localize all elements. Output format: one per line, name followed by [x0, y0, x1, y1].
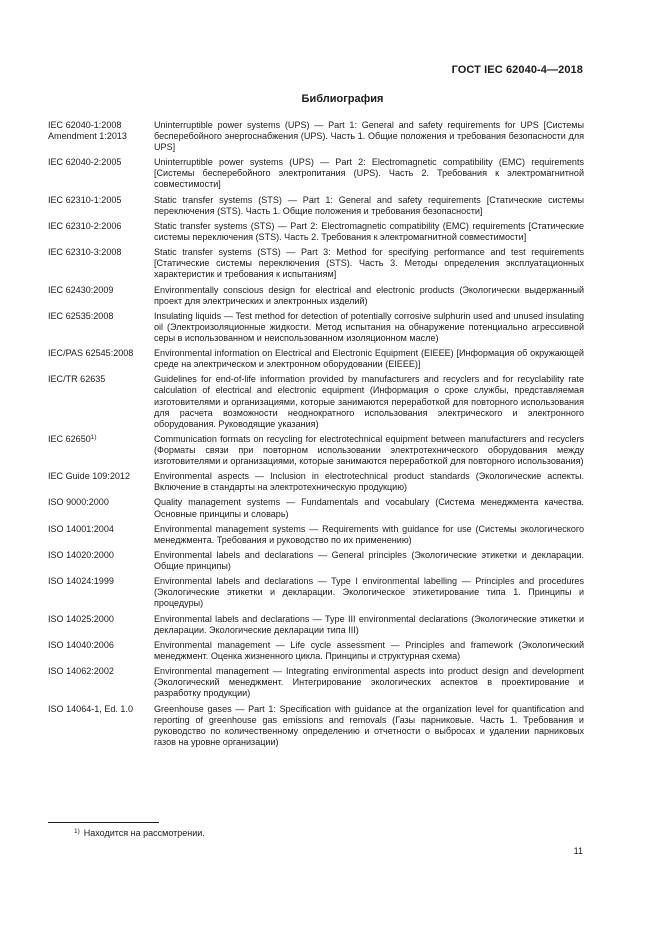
bibliography-entry — [48, 120, 584, 153]
entry-code — [48, 614, 154, 636]
bibliography-entry — [48, 434, 584, 467]
entry-title: Environmental information on Electrical and Electronic Equipment (EIEEE) [Информация об окружающей среде на электрическом и электронном оборудовании (EIEEE)] — [154, 348, 584, 370]
entry-code-text: ISO 14040:2006 — [48, 639, 114, 650]
entry-title: Environmental labels and declarations — General principles (Экологические этикетки и декларации. Общие принципы) — [154, 550, 584, 572]
entry-title: Uninterruptible power systems (UPS) — Part 2: Electromagnetic compatibility (EMC) requirements [Системы бесперебойного электропитания (UPS). Часть 2. Требования к электромагнитной совместимости] — [154, 157, 584, 190]
bibliography-entry — [48, 247, 584, 280]
bibliography-entry — [48, 666, 584, 699]
entry-code — [48, 471, 154, 493]
footnote-divider — [48, 822, 159, 823]
bibliography-entry — [48, 311, 584, 344]
bibliography-entry — [48, 704, 584, 748]
entry-code — [48, 348, 154, 370]
entry-code-text: IEC 62040-1:2008 Amendment 1:2013 — [48, 120, 127, 142]
entry-code — [48, 157, 154, 190]
entry-code — [48, 120, 154, 153]
bibliography-entry — [48, 614, 584, 636]
entry-code — [48, 247, 154, 280]
entry-code-text: IEC 62430:2009 — [48, 284, 114, 295]
bibliography-entry — [48, 285, 584, 307]
entry-title: Environmental labels and declarations — Type I environmental labelling — Principles and procedures (Экологические этикетки и декларации. Экологическое этикетирование типа 1. Принципы и процедуры) — [154, 576, 584, 609]
page-title: Библиография — [301, 93, 384, 105]
entry-title: Communication formats on recycling for electrotechnical equipment between manufacturers and recyclers (Форматы связи при повторном использовании электротехнического оборудования между изготовителями и организациями, которые занимаются переработкой для повторного использования) — [154, 433, 584, 466]
entry-code — [48, 704, 154, 748]
entry-code — [48, 195, 154, 217]
entry-code — [48, 434, 154, 467]
entry-title: Environmental management — Life cycle assessment — Principles and framework (Экологический менеджмент. Оценка жизненного цикла. Принципы и структурная схема) — [154, 639, 584, 661]
entry-code-text: ISO 14025:2000 — [48, 613, 114, 624]
entry-title: Guidelines for end-of-life information provided by manufacturers and recyclers and for recyclability rate calculation of electrical and electronic equipment (Информация о сроке службы, представляемая изготовителями и организациями, которые занимаются переработкой для повторного использования для расчета возможности неоднократного использования электрического и электронного оборудования. Руководящие указания) — [154, 374, 584, 429]
bibliography-list — [48, 120, 584, 752]
entry-code-text: IEC 62650 — [48, 433, 91, 444]
entry-code — [48, 576, 154, 609]
bibliography-entry — [48, 471, 584, 493]
entry-code-text: IEC 62310-3:2008 — [48, 247, 122, 258]
entry-code-text: IEC 62040-2:2005 — [48, 157, 122, 168]
entry-title: Static transfer systems (STS) — Part 3: Method for specifying performance and test requirements [Статические системы переключения (STS). Часть 3. Методы определения эксплуатационных характеристик и требования к испытаниям] — [154, 247, 584, 280]
entry-title: Environmental management — Integrating environmental aspects into product design and development (Экологический менеджмент. Интегрирование экологических аспектов в проектирование и разработку продукции) — [154, 666, 584, 699]
entry-code-text: IEC 62535:2008 — [48, 310, 114, 321]
entry-code — [48, 666, 154, 699]
entry-code-text: ISO 14020:2000 — [48, 550, 114, 561]
entry-code — [48, 285, 154, 307]
bibliography-entry — [48, 524, 584, 546]
entry-title: Environmental aspects — Inclusion in electrotechnical product standards (Экологические аспекты. Включение в стандарты на электротехническую продукцию) — [154, 471, 584, 493]
entry-title: Insulating liquids — Test method for detection of potentially corrosive sulphurin used and unused insulating oil (Электроизоляционные жидкости. Метод испытания на обнаружение потенциально агрессивной серы в использованном и неиспользованном изоляционном масле) — [154, 310, 584, 343]
page-number: 11 — [573, 846, 583, 856]
entry-title: Quality management systems — Fundamentals and vocabulary (Система менеджмента качества. Основные принципы и словарь) — [154, 497, 584, 519]
entry-title: Environmentally conscious design for electrical and electronic products (Экологически выдержанный проект для электрических и электронных изделий) — [154, 284, 584, 306]
entry-title: Environmental labels and declarations — Type III environmental declarations (Экологические этикетки и декларации. Экологические декларации типа III) — [154, 613, 584, 635]
entry-code — [48, 640, 154, 662]
bibliography-entry — [48, 157, 584, 190]
entry-code — [48, 311, 154, 344]
bibliography-entry — [48, 576, 584, 609]
footnote-reference: 1) — [90, 433, 97, 441]
entry-code — [48, 524, 154, 546]
entry-title: Static transfer systems (STS) — Part 1: General and safety requirements [Статические системы переключения (STS). Часть 1. Общие положения и требования безопасности] — [154, 194, 584, 216]
entry-code-text: ISO 9000:2000 — [48, 497, 109, 508]
entry-code-text: IEC Guide 109:2012 — [48, 471, 130, 482]
bibliography-entry — [48, 374, 584, 429]
footnote-marker: 1) — [74, 828, 80, 835]
entry-code-text: IEC 62310-1:2005 — [48, 194, 122, 205]
bibliography-entry — [48, 550, 584, 572]
standard-id-header: ГОСТ IEC 62040-4—2018 — [451, 64, 583, 76]
entry-code — [48, 550, 154, 572]
bibliography-entry — [48, 348, 584, 370]
entry-title: Static transfer systems (STS) — Part 2: Electromagnetic compatibility (EMC) requirements [Статические системы переключения (STS). Часть 2. Требования к электромагнитной совместимости] — [154, 220, 584, 242]
entry-code-text: ISO 14024:1999 — [48, 576, 114, 587]
entry-code-text: ISO 14001:2004 — [48, 523, 114, 534]
entry-code-text: ISO 14064-1, Ed. 1.0 — [48, 703, 133, 714]
bibliography-entry — [48, 640, 584, 662]
bibliography-entry — [48, 221, 584, 243]
entry-code-text: ISO 14062:2002 — [48, 666, 114, 677]
bibliography-entry — [48, 497, 584, 519]
entry-code — [48, 221, 154, 243]
footnote — [74, 828, 205, 838]
entry-code — [48, 497, 154, 519]
entry-title: Greenhouse gases — Part 1: Specification with guidance at the organization level for quantification and reporting of greenhouse gas emissions and removals (Газы парниковые. Часть 1. Требования и руководство по количественному определению и отчетности о выбросах и удалении парниковых газов на уровне организации) — [154, 703, 584, 747]
entry-title: Environmental management systems — Requirements with guidance for use (Системы экологического менеджмента. Требования и руководство по их применению) — [154, 523, 584, 545]
entry-title: Uninterruptible power systems (UPS) — Part 1: General and safety requirements for UPS [Системы бесперебойного энергоснабжения (UPS). Часть 1. Общие положения и требования безопасности для UPS] — [154, 120, 584, 153]
footnote-text: Находится на рассмотрении. — [83, 828, 205, 838]
entry-code-text: IEC 62310-2:2006 — [48, 220, 122, 231]
bibliography-entry — [48, 195, 584, 217]
entry-code — [48, 374, 154, 429]
entry-code-text: IEC/TR 62635 — [48, 374, 106, 385]
entry-code-text: IEC/PAS 62545:2008 — [48, 348, 134, 359]
